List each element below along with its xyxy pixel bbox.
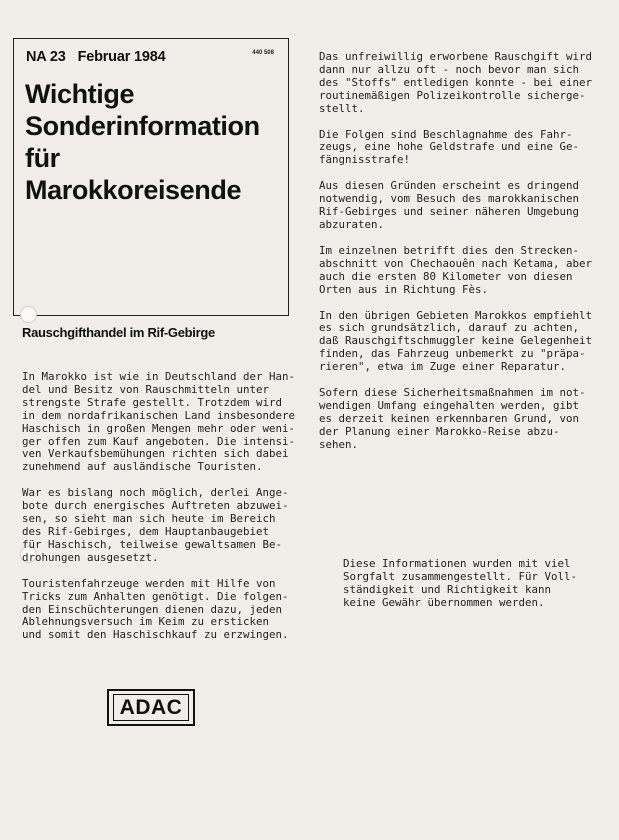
text-line: War es bislang noch möglich, derlei Ange- <box>22 486 289 500</box>
title-line: Marokkoreisende <box>25 175 242 205</box>
text-line: fängnisstrafe! <box>319 153 411 167</box>
text-line: des "Stoffs" entledigen konnte - bei einer <box>319 75 593 89</box>
paragraph <box>22 578 295 643</box>
paragraph <box>22 371 295 474</box>
text-line: sehen. <box>319 437 359 451</box>
text-line: In Marokko ist wie in Deutschland der Han- <box>22 370 296 383</box>
paragraph <box>319 310 592 375</box>
text-line: Im einzelnen betrifft dies den Strecken- <box>319 243 580 257</box>
text-line: drohungen ausgesetzt. <box>22 550 159 564</box>
text-line: keine Gewähr übernommen werden. <box>343 595 545 609</box>
text-line: Das unfreiwillig erworbene Rauschgift wird <box>319 50 593 63</box>
paragraph <box>319 180 592 232</box>
left-column <box>22 371 295 655</box>
text-line: abzuraten. <box>319 217 385 231</box>
text-line: Sofern diese Sicherheitsmaßnahmen im not- <box>319 386 586 400</box>
text-line: routinemäßigen Polizeikontrolle sicherge- <box>319 88 586 102</box>
text-line: Touristenfahrzeuge werden mit Hilfe von <box>22 576 276 590</box>
text-line: ständigkeit und Richtigkeit kann <box>343 582 552 596</box>
text-line: abschnitt von Chechaouên nach Ketama, aber <box>319 256 593 270</box>
text-line: daß Rauschgiftschmuggler keine Gelegenheit <box>319 334 593 348</box>
text-line: In den übrigen Gebieten Marokkos empfiehlt <box>319 308 593 322</box>
adac-logo <box>107 689 195 726</box>
text-line: Diese Informationen wurden mit viel <box>343 557 571 570</box>
title-box <box>13 38 289 316</box>
section-heading: Rauschgifthandel im Rif-Gebirge <box>22 325 215 340</box>
text-line: dann nur allzu oft - noch bevor man sich <box>319 62 580 76</box>
text-line: stellt. <box>319 101 365 115</box>
text-line: notwendig, vom Besuch des marokkanischen <box>319 192 580 206</box>
text-line: Sorgfalt zusammengestellt. Für Voll- <box>343 569 578 583</box>
issue-date: Februar 1984 <box>77 49 166 65</box>
paragraph <box>319 245 592 297</box>
text-line: Tricks zum Anhalten genötigt. Die folgen- <box>22 589 289 603</box>
text-line: del und Besitz von Rauschmitteln unter <box>22 382 270 396</box>
text-line: ger offen zum Kauf angeboten. Die intensi- <box>22 434 296 448</box>
issue-line <box>26 49 165 65</box>
text-line: Rif-Gebirges und seiner näheren Umgebung <box>319 205 580 219</box>
paragraph <box>319 51 592 116</box>
text-line: finden, das Fahrzeug unbemerkt zu "präpa- <box>319 347 586 361</box>
text-line: Ablehnungsversuch im Keim zu ersticken <box>22 615 270 629</box>
title-line: Sonderinformation <box>25 111 260 141</box>
text-line: den Einschüchterungen dienen dazu, jeden <box>22 602 283 616</box>
text-line: in dem nordafrikanischen Land insbesondere <box>22 408 296 422</box>
text-line: Orten aus in Richtung Fès. <box>319 282 489 296</box>
paragraph <box>319 387 592 452</box>
title-line: Wichtige <box>25 79 135 109</box>
text-line: ven Verkaufsbemühungen richten sich dabei <box>22 447 289 461</box>
text-line: zunehmend auf ausländische Touristen. <box>22 460 263 474</box>
text-line: Haschisch in großen Mengen mehr oder weni- <box>22 421 296 435</box>
document-code: 440 508 <box>252 50 274 56</box>
text-line: strengste Strafe gestellt. Trotzdem wird <box>22 395 283 409</box>
paragraph <box>22 487 295 564</box>
text-line: zeugs, eine hohe Geldstrafe und eine Ge- <box>319 140 580 154</box>
logo-text: ADAC <box>113 694 189 721</box>
issue-number: NA 23 <box>26 49 66 65</box>
punch-hole <box>20 306 37 323</box>
text-line: es sich grundsätzlich, darauf zu achten, <box>319 321 580 335</box>
title-line: für <box>25 143 60 173</box>
page-title <box>25 78 260 206</box>
disclaimer <box>343 558 577 610</box>
text-line: und somit den Haschischkauf zu erzwingen. <box>22 628 289 642</box>
text-line: für Haschisch, teilweise gewaltsamen Be- <box>22 537 283 551</box>
text-line: der Planung einer Marokko-Reise abzu- <box>319 424 560 438</box>
text-line: auch die ersten 80 Kilometer von diesen <box>319 269 573 283</box>
text-line: des Rif-Gebirges, dem Hauptanbaugebiet <box>22 524 270 538</box>
text-line: Aus diesen Gründen erscheint es dringend <box>319 179 580 193</box>
text-line: rieren", etwa im Zuge einer Reparatur. <box>319 360 567 374</box>
paragraph <box>319 129 592 168</box>
right-column <box>319 51 592 465</box>
text-line: Die Folgen sind Beschlagnahme des Fahr- <box>319 127 573 141</box>
text-line: es derzeit keinen erkennbaren Grund, von <box>319 411 580 425</box>
text-line: wendigen Umfang eingehalten werden, gibt <box>319 398 580 412</box>
text-line: bote durch energisches Auftreten abzuwei- <box>22 499 289 513</box>
text-line: sen, so sieht man sich heute im Bereich <box>22 512 276 526</box>
